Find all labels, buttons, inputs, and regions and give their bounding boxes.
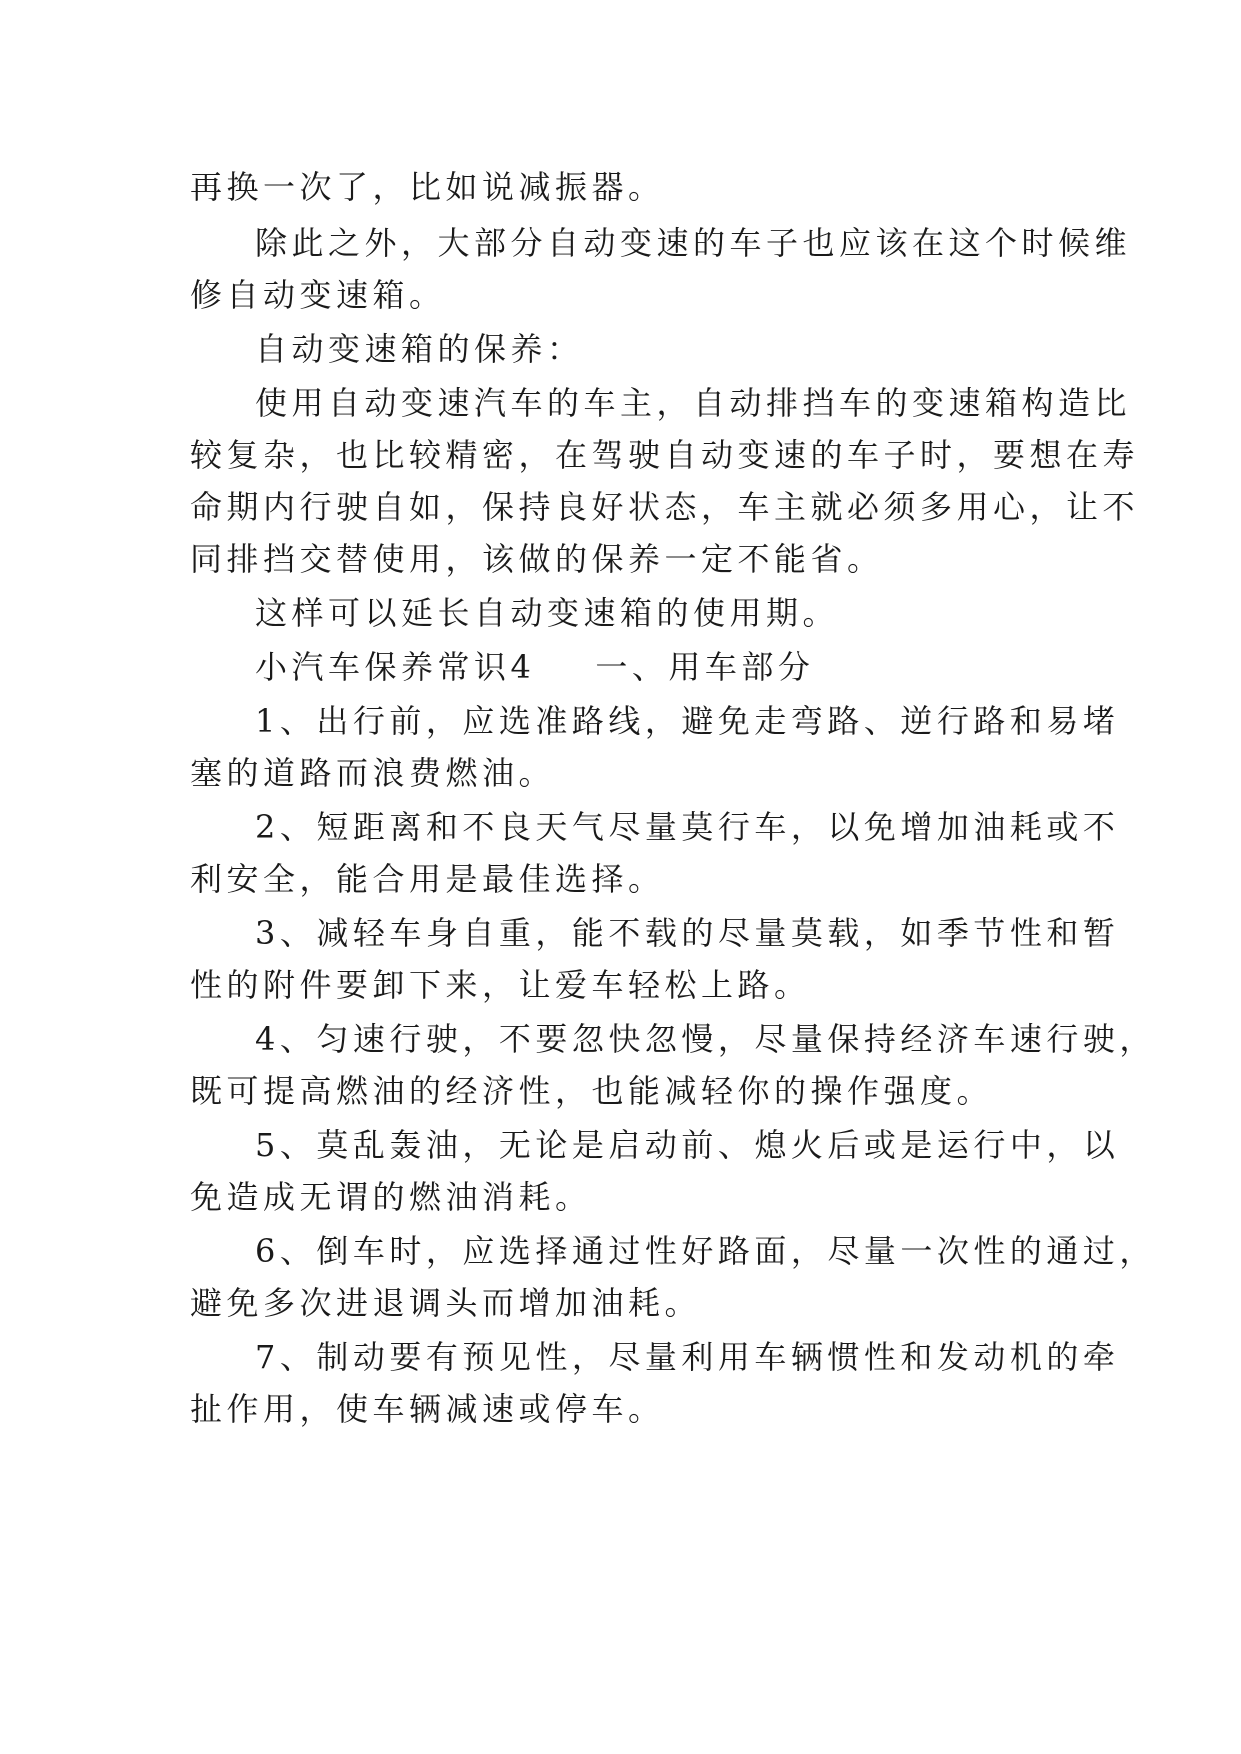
section-heading	[255, 642, 814, 692]
body-text-line: 命期内行驶自如，保持良好状态，车主就必须多用心，让不	[190, 488, 1140, 526]
paragraph-first-line: 使用自动变速汽车的车主，自动排挡车的变速箱构造比	[255, 384, 1132, 422]
list-item-4-line: 4、匀速行驶，不要忽快忽慢，尽量保持经济车速行驶，	[255, 1020, 1156, 1058]
body-text-line: 性的附件要卸下来，让爱车轻松上路。	[190, 966, 811, 1004]
list-item-1-line: 1、出行前，应选准路线，避免走弯路、逆行路和易堵	[255, 702, 1120, 740]
section-subtitle: 一、用车部分	[595, 648, 815, 686]
paragraph-first-line: 除此之外，大部分自动变速的车子也应该在这个时候维	[255, 224, 1132, 262]
section-title: 小汽车保养常识4	[255, 648, 536, 686]
body-text-line: 再换一次了，比如说减振器。	[190, 168, 665, 206]
body-text-line: 修自动变速箱。	[190, 276, 446, 314]
list-item-7-line: 7、制动要有预见性，尽量利用车辆惯性和发动机的牵	[255, 1338, 1120, 1376]
body-text-line: 塞的道路而浪费燃油。	[190, 754, 556, 792]
body-text-line: 避免多次进退调头而增加油耗。	[190, 1284, 702, 1322]
body-text-line: 较复杂，也比较精密，在驾驶自动变速的车子时，要想在寿	[190, 436, 1140, 474]
body-text-line: 利安全，能合用是最佳选择。	[190, 860, 665, 898]
body-text-line: 免造成无谓的燃油消耗。	[190, 1178, 592, 1216]
body-text-line: 同排挡交替使用，该做的保养一定不能省。	[190, 540, 884, 578]
list-item-5-line: 5、莫乱轰油，无论是启动前、熄火后或是运行中，以	[255, 1126, 1120, 1164]
paragraph-heading: 自动变速箱的保养：	[255, 330, 584, 368]
body-text-line: 既可提高燃油的经济性，也能减轻你的操作强度。	[190, 1072, 994, 1110]
list-item-3-line: 3、减轻车身自重，能不载的尽量莫载，如季节性和暂	[255, 914, 1120, 952]
list-item-6-line: 6、倒车时，应选择通过性好路面，尽量一次性的通过，	[255, 1232, 1156, 1270]
body-text-line: 扯作用，使车辆减速或停车。	[190, 1390, 665, 1428]
list-item-2-line: 2、短距离和不良天气尽量莫行车，以免增加油耗或不	[255, 808, 1120, 846]
paragraph-first-line: 这样可以延长自动变速箱的使用期。	[255, 594, 840, 632]
